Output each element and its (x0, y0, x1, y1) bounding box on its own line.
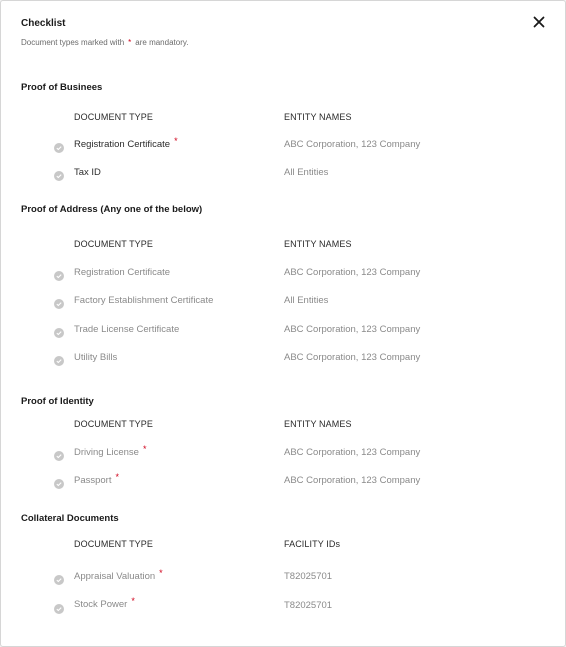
section-title-proof-of-address: Proof of Address (Any one of the below) (21, 204, 203, 215)
document-type-driving-license: Driving License * (74, 444, 147, 458)
check-circle-icon (54, 168, 64, 178)
entity-names-value: ABC Corporation, 123 Company (284, 447, 421, 458)
required-star: * (142, 444, 147, 454)
document-type-factory-establishment-certificate: Factory Establishment Certificate (74, 295, 214, 306)
document-type-utility-bills: Utility Bills (74, 352, 118, 363)
column-header-document-type: DOCUMENT TYPE (74, 239, 153, 249)
entity-names-value: ABC Corporation, 123 Company (284, 324, 421, 335)
facility-id-value: T82025701 (284, 600, 333, 611)
column-header-document-type: DOCUMENT TYPE (74, 539, 153, 549)
close-button[interactable] (531, 14, 547, 30)
check-circle-icon (54, 268, 64, 278)
modal-title: Checklist (21, 18, 66, 29)
check-circle-icon (54, 325, 64, 335)
check-circle-icon (54, 353, 64, 363)
check-circle-icon (54, 601, 64, 611)
required-star: * (174, 136, 178, 146)
required-star: * (115, 472, 120, 482)
column-header-entity-names: ENTITY NAMES (284, 239, 352, 249)
entity-names-value: ABC Corporation, 123 Company (284, 352, 421, 363)
close-icon (531, 14, 547, 30)
column-header-document-type: DOCUMENT TYPE (74, 112, 153, 122)
document-type-appraisal-valuation: Appraisal Valuation * (74, 568, 163, 582)
entity-names-value: ABC Corporation, 123 Company (284, 475, 421, 486)
entity-names-value: All Entities (284, 167, 329, 178)
required-star: * (131, 596, 135, 606)
document-type-registration-certificate: Registration Certificate * (74, 136, 178, 150)
document-type-trade-license-certificate: Trade License Certificate (74, 324, 180, 335)
column-header-document-type: DOCUMENT TYPE (74, 419, 153, 429)
entity-names-value: ABC Corporation, 123 Company (284, 267, 421, 278)
section-title-collateral-documents: Collateral Documents (21, 513, 119, 524)
column-header-entity-names: ENTITY NAMES (284, 112, 352, 122)
check-circle-icon (54, 572, 64, 582)
section-title-proof-of-identity: Proof of Identity (21, 396, 94, 407)
entity-names-value: All Entities (284, 295, 329, 306)
column-header-entity-names: ENTITY NAMES (284, 419, 352, 429)
column-header-facility-ids: FACILITY IDs (284, 539, 341, 549)
check-circle-icon (54, 296, 64, 306)
check-circle-icon (54, 448, 64, 458)
subtitle-prefix: Document types marked with (21, 38, 125, 47)
check-circle-icon (54, 476, 64, 486)
entity-names-value: ABC Corporation, 123 Company (284, 139, 421, 150)
subtitle-suffix: are mandatory. (135, 38, 189, 47)
required-star: * (128, 38, 132, 47)
check-circle-icon (54, 140, 64, 150)
section-title-proof-of-business: Proof of Businees (21, 82, 103, 93)
document-type-passport: Passport * (74, 472, 120, 486)
modal-subtitle (21, 38, 189, 47)
document-type-stock-power: Stock Power * (74, 596, 135, 610)
required-star: * (159, 568, 163, 578)
document-type-registration-certificate: Registration Certificate (74, 267, 171, 278)
document-type-tax-id: Tax ID (74, 167, 101, 178)
facility-id-value: T82025701 (284, 571, 333, 582)
